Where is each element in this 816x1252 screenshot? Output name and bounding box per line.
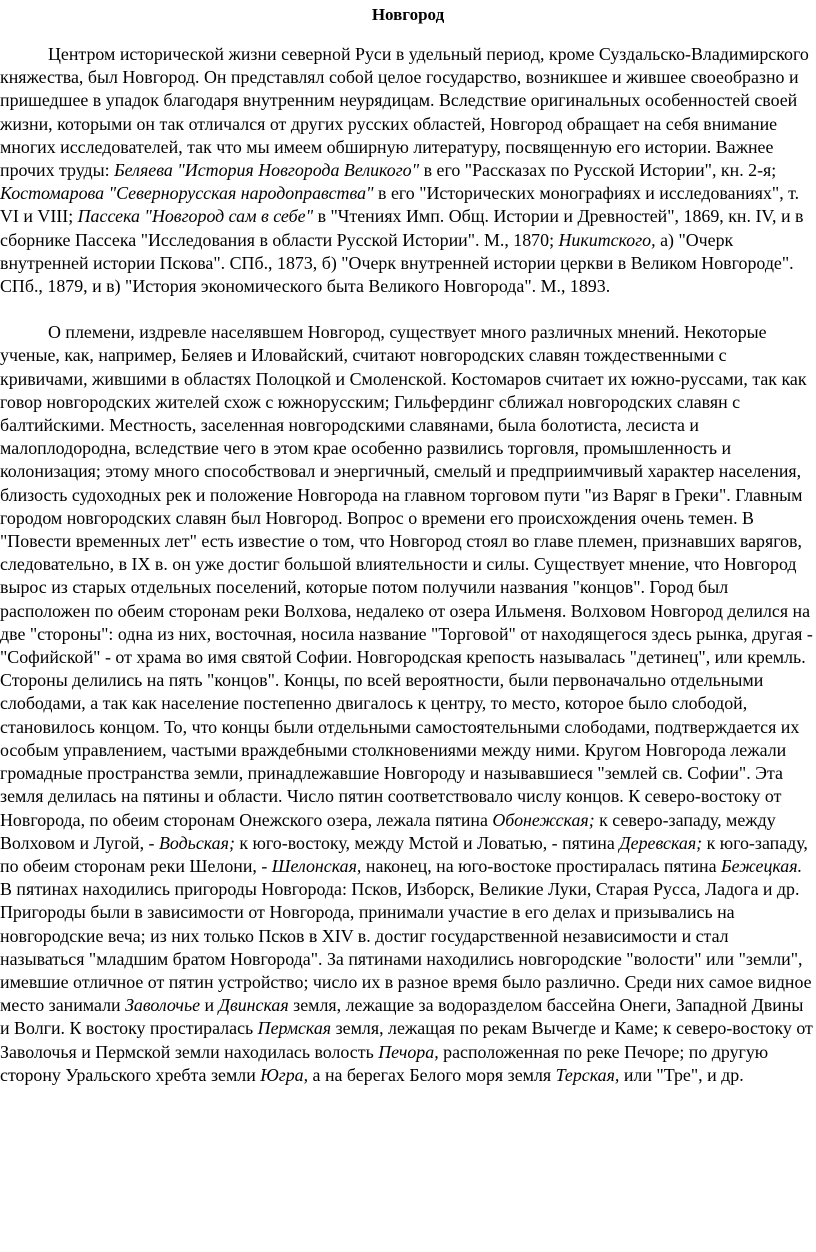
text-segment: В пятинах находились пригороды Новгорода: Псков, Изборск, Великие Луки, Старая Русса, Ладога и др. Пригороды были в зависимости от Новгорода, принимали участие в его делах и призывались на новгородские веча; из них только Псков в XIV в. достиг государственной независимости и стал называться "младшим братом Новгорода". За пятинами находились новгородские "волости" или "земли", имевшие отличное от пятин устройство; число их в разное время было различно. Среди них самое видное место занимали — [0, 879, 812, 1016]
text-segment: в его "Рассказах по Русской Истории", кн. 2-я; — [419, 160, 777, 181]
paragraph-2 — [0, 321, 816, 1087]
italic-text-segment: Двинская — [218, 995, 289, 1016]
italic-text-segment: Югра, — [260, 1064, 309, 1085]
italic-text-segment: Терская, — [555, 1064, 620, 1085]
text-segment: расположенная по реке Печоре; по другую сторону Уральского хребта земли — [0, 1041, 769, 1085]
document-title: Новгород — [371, 5, 445, 24]
text-segment: наконец, на юго-востоке простиралась пятина — [361, 855, 722, 876]
italic-text-segment: Никитского, — [558, 229, 656, 250]
text-segment: а на берегах Белого моря земля — [308, 1064, 556, 1085]
italic-text-segment: Деревская; — [619, 832, 703, 853]
text-segment: земля, лежащая по рекам Вычегде и Каме; к северо-востоку от Заволочья и Пермской земли находилась волость — [0, 1018, 813, 1062]
italic-text-segment: Заволочье — [125, 995, 201, 1016]
italic-text-segment: Костомарова "Севернорусская народоправства" — [0, 183, 374, 204]
italic-text-segment: Пассека "Новгород сам в себе" — [77, 206, 314, 227]
text-segment: земля, лежащие за водоразделом бассейна Онеги, Западной Двины и Волги. К востоку простиралась — [0, 995, 804, 1039]
text-segment: а) "Очерк внутренней истории Пскова". СПб., 1873, б) "Очерк внутренней истории церкви в Великом Новгороде". СПб., 1879, и в) "История экономического быта Великого Новгорода". М., 1893. — [0, 229, 794, 297]
text-segment: к северо-западу, между Волховом и Лугой, - — [0, 809, 776, 853]
text-segment: в "Чтениях Имп. Общ. Истории и Древностей", 1869, кн. IV, и в сборнике Пассека "Исследования в области Русской Истории". М., 1870; — [0, 206, 804, 250]
italic-text-segment: Шелонская, — [271, 855, 362, 876]
text-segment: к юго-востоку, между Мстой и Ловатью, - пятина — [234, 832, 620, 853]
text-segment: и — [200, 995, 219, 1016]
text-segment: О племени, издревле населявшем Новгород, существует много различных мнений. Некоторые ученые, как, например, Беляев и Иловайский, считают новгородских славян тождественными с кривичами, жившими в областях Полоцкой и Смоленской. Костомаров считает их южно-руссами, так как говор новгородских жителей схож с южнорусским; Гильфердинг сближал новгородских славян с балтийскими. Местность, заселенная новгородскими славянами, была болотиста, лесиста и малоплодородна, вследствие чего в этом крае особенно развились торговля, промышленность и колонизация; этому много способствовал и энергичный, смелый и предприимчивый характер населения, близость судоходных рек и положение Новгорода на главном торговом пути "из Варяг в Греки". Главным городом новгородских славян был Новгород. Вопрос о времени его происхождения очень темен. В "Повести временных лет" есть известие о том, что Новгород стоял во главе племен, признавших варягов, следовательно, в IX в. он уже достиг большой влиятельности и силы. Существует мнение, что Новгород вырос из старых отдельных поселений, которые потом получили названия "концов". Город был расположен по обеим сторонам реки Волхова, недалеко от озера Ильменя. Волховом Новгород делился на две "стороны": одна из них, восточная, носила название "Торговой" от находящегося здесь рынка, другая - "Софийской" - от храма во имя святой Софии. Новгородская крепость называлась "детинец", или кремль. Стороны делились на пять "концов". Концы, по всей вероятности, были первоначально отдельными слободами, а так как население постепенно двигалось к центру, то место, которое было слободой, становилось концом. То, что концы были отдельными самостоятельными слободами, подтверждается их особым управлением, частыми враждебными столкновениями между ними. Кругом Новгорода лежали громадные пространства земли, принадлежавшие Новгороду и называвшиеся "землей св. Софии". Эта земля делилась на пятины и области. Число пятин соответствовало числу концов. К северо-востоку от Новгорода, по обеим сторонам Онежского озера, лежала пятина — [0, 322, 813, 830]
paragraph-1 — [0, 43, 816, 298]
document-body — [0, 43, 816, 1087]
italic-text-segment: Пермская — [257, 1018, 332, 1039]
italic-text-segment: Печора, — [378, 1041, 439, 1062]
italic-text-segment: Бежецкая. — [721, 855, 803, 876]
italic-text-segment: Беляева "История Новгорода Великого" — [114, 160, 420, 181]
italic-text-segment: Водьская; — [158, 832, 235, 853]
text-segment: в его "Исторических монографиях и исследованиях", т. VI и VIII; — [0, 183, 800, 227]
text-segment: к юго-западу, по обеим сторонам реки Шелони, - — [0, 832, 808, 876]
text-segment: или "Тре", и др. — [619, 1064, 744, 1085]
text-segment: Центром исторической жизни северной Руси в удельный период, кроме Суздальско-Владимирского княжества, был Новгород. Он представлял собой целое государство, возникшее и жившее своеобразно и пришедшее в упадок благодаря внутренним неурядицам. Вследствие оригинальных особенностей своей жизни, которыми он так отличался от других русских областей, Новгород обращает на себя внимание многих исследователей, так что мы имеем обширную литературу, посвященную его истории. Важнее прочих труды: — [0, 44, 809, 181]
italic-text-segment: Обонежская; — [492, 809, 595, 830]
